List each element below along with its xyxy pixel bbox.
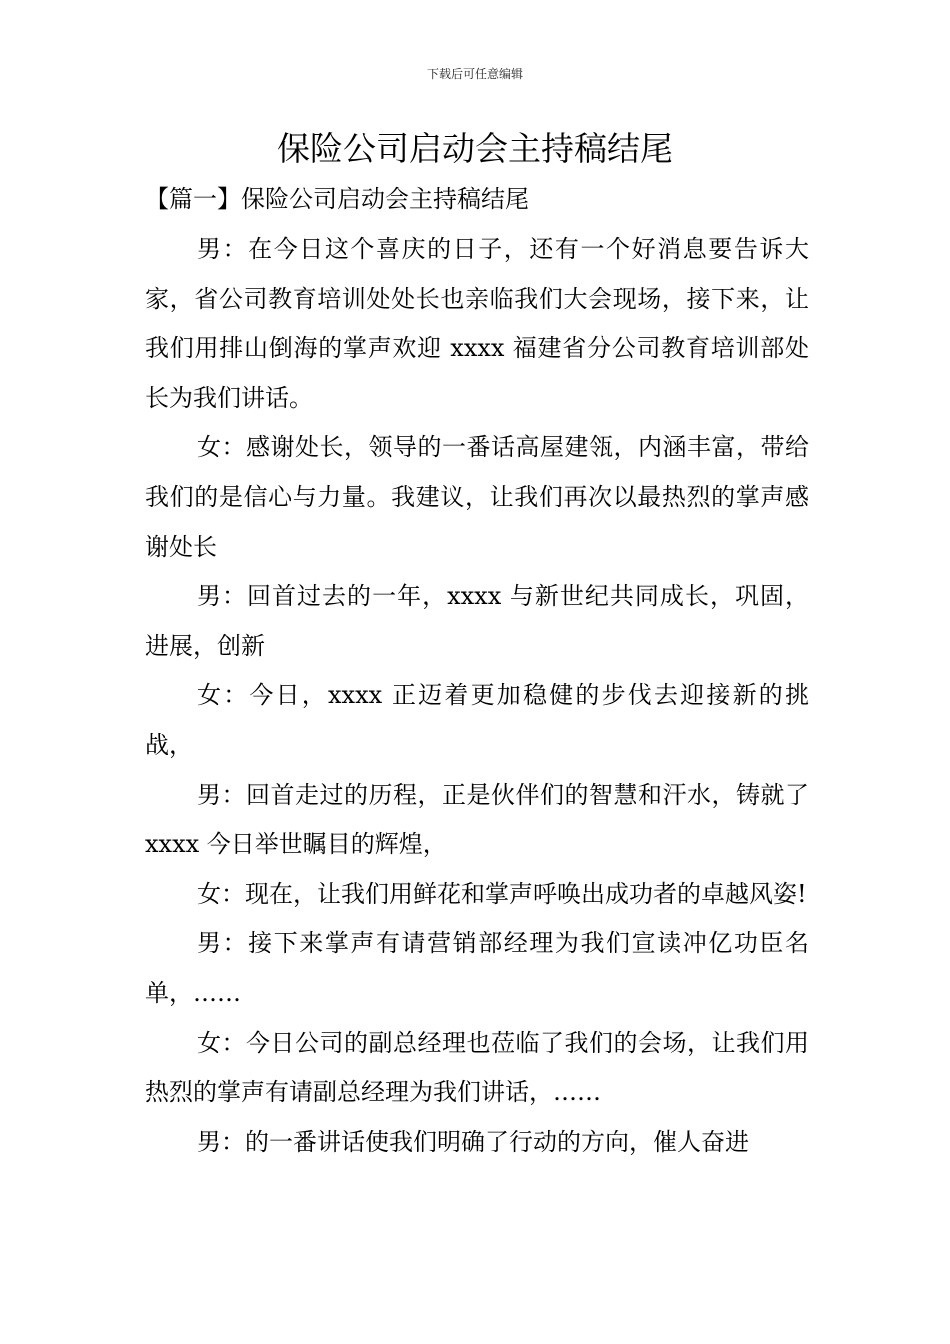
paragraph: 男：回首过去的一年，xxxx 与新世纪共同成长，巩固，进展，创新 (145, 582, 809, 660)
paragraph: 男：在今日这个喜庆的日子，还有一个好消息要告诉大家，省公司教育培训处处长也亲临我们大会现场，接下来，让我们用排山倒海的掌声欢迎 xxxx 福建省分公司教育培训部处长为我们讲话。 (145, 235, 809, 412)
paragraph: 女：现在，让我们用鲜花和掌声呼唤出成功者的卓越风姿! (197, 879, 807, 908)
section-heading: 【篇一】保险公司启动会主持稿结尾 (145, 185, 529, 213)
paragraph: 男：回首走过的历程，正是伙伴们的智慧和汗水，铸就了 xxxx 今日举世瞩目的辉煌， (145, 780, 809, 859)
header-note: 下载后可任意编辑 (426, 67, 523, 81)
document-title: 保险公司启动会主持稿结尾 (277, 129, 673, 168)
paragraph: 女：今日，xxxx 正迈着更加稳健的步伐去迎接新的挑战， (145, 681, 809, 759)
paragraph: 男：的一番讲话使我们明确了行动的方向，催人奋进 (197, 1127, 749, 1156)
paragraph: 女：感谢处长，领导的一番话高屋建瓴，内涵丰富，带给我们的是信心与力量。我建议，让我们再次以最热烈的掌声感谢处长 (145, 433, 809, 561)
document-body (145, 225, 809, 1167)
paragraph: 女：今日公司的副总经理也莅临了我们的会场，让我们用热烈的掌声有请副总经理为我们讲话，…… (145, 1028, 809, 1107)
paragraph: 男：接下来掌声有请营销部经理为我们宣读冲亿功臣名单，…… (145, 929, 809, 1007)
